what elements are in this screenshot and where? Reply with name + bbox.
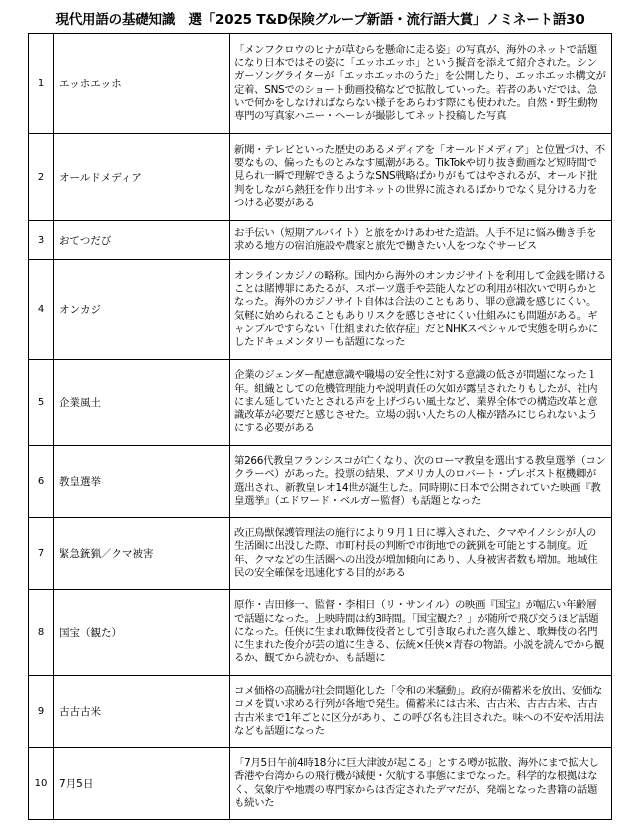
description: 改正鳥獣保護管理法の施行により９月１日に導入された、クマやイノシシが人の生活圏に出没した際、市町村長の判断で市街地での銃猟を可能とする制度。近年、クマなどの生活圏への出没が増加傾向にあり、人身被害者数も増加。地域住民の安全確保を迅速化する目的がある [230, 518, 612, 590]
table-row [29, 518, 612, 590]
table-row [29, 221, 612, 260]
term: 古古古米 [54, 676, 230, 748]
term: エッホエッホ [54, 34, 230, 134]
row-number: 5 [29, 360, 54, 446]
row-number: 3 [29, 221, 54, 260]
term: 7月5日 [54, 748, 230, 820]
term: おてつだび [54, 221, 230, 260]
description: 「7月5日午前4時18分に巨大津波が起こる」とする噂が拡散、海外にまで拡大し香港や台湾からの飛行機が減便・欠航する事態にまでなった。科学的な根拠はなく、気象庁や地震の専門家からは否定されたデマだが、発端となった書籍の話題も続いた [230, 748, 612, 820]
nominee-table [28, 33, 612, 820]
description: 第266代教皇フランシスコが亡くなり、次のローマ教皇を選出する教皇選挙（コンクラーベ）があった。投票の結果、アメリカ人のロバート・プレボスト枢機卿が選出され、新教皇レオ14世が誕生した。同時期に日本で公開されていた映画『教皇選挙』（エドワード・ベルガー監督）も話題となった [230, 446, 612, 518]
term: 企業風土 [54, 360, 230, 446]
table-row [29, 360, 612, 446]
term: オンカジ [54, 260, 230, 360]
table-row [29, 676, 612, 748]
table-row [29, 34, 612, 134]
term: 教皇選挙 [54, 446, 230, 518]
description: 新聞・テレビといった歴史のあるメディアを「オールドメディア」と位置づけ、不要なもの、偏ったものとみなす風潮がある。TikTokや切り抜き動画など短時間で見られ一瞬で理解できるようなSNS戦略ばかりがもてはやされるが、オールド批判をしながら熱狂を作り出すネットの世界に流されるばかりでなく見分ける力をつける必要がある [230, 134, 612, 221]
description: オンラインカジノの略称。国内から海外のオンカジサイトを利用して金銭を賭けることは賭博罪にあたるが、スポーツ選手や芸能人などの利用が相次いで明らかとなった。海外のカジノサイト自体は合法のこともあり、罪の意識を感じにくい。気軽に始められることもありリスクを感じさせにくい仕組みにも問題がある。ギャンブルですらない「仕組まれた依存症」だとNHKスペシャルで実態を明らかにしたドキュメンタリーも話題になった [230, 260, 612, 360]
row-number: 10 [29, 748, 54, 820]
row-number: 7 [29, 518, 54, 590]
description: 原作・吉田修一、監督・李相日（リ・サンイル）の映画『国宝』が幅広い年齢層で話題になった。上映時間は約3時間。「国宝観た？」が随所で飛び交うほど話題になった。任侠に生まれ歌舞伎役者として引き取られた喜久雄と、歌舞伎の名門に生まれた俊介が芸の道に生きる、伝統×任侠×青春の物語。小説を読んでから観るか、観てから読むか、も話題に [230, 590, 612, 676]
description: お手伝い（短期アルバイト）と旅をかけあわせた造語。人手不足に悩み働き手を求める地方の宿泊施設や農家と旅先で働きたい人をつなぐサービス [230, 221, 612, 260]
term: オールドメディア [54, 134, 230, 221]
row-number: 2 [29, 134, 54, 221]
page-title: 現代用語の基礎知識 選「2025 T&D保険グループ新語・流行語大賞」ノミネート語30 [55, 12, 585, 28]
table-row [29, 748, 612, 820]
row-number: 1 [29, 34, 54, 134]
row-number: 6 [29, 446, 54, 518]
term: 国宝（観た） [54, 590, 230, 676]
term: 緊急銃猟／クマ被害 [54, 518, 230, 590]
table-row [29, 260, 612, 360]
row-number: 8 [29, 590, 54, 676]
table-row [29, 446, 612, 518]
table-row [29, 590, 612, 676]
description: 「メンフクロウのヒナが草むらを懸命に走る姿」の写真が、海外のネットで話題になり日本ではその姿に「エッホエッホ」という擬音を添えて紹介された。シンガーソングライターが「エッホエッホのうた」を公開したり、エッホエッホ構文が定着、SNSでのショート動画投稿などで拡散していった。若者のあいだでは、急いで何かをしなければならない様子をあらわす際にも使われた。自然・野生動物専門の写真家ハニー・ヘーレが撮影してネット投稿した写真 [230, 34, 612, 134]
table-row [29, 134, 612, 221]
row-number: 9 [29, 676, 54, 748]
row-number: 4 [29, 260, 54, 360]
description: 企業のジェンダー配慮意識や職場の安全性に対する意識の低さが問題になった１年。組織としての危機管理能力や説明責任の欠如が露呈されたりもしたが、社内にまん延していたとされる声を上げづらい風土など、業界全体での構造改革と意識改革が必要だと感じさせた。立場の弱い人たちの人権が踏みにじられないようにする必要がある [230, 360, 612, 446]
description: コメ価格の高騰が社会問題化した「令和の米騒動」。政府が備蓄米を放出、安価なコメを買い求める行列が各地で発生。備蓄米には古米、古古米、古古古米、古古古古米まで1年ごとに区分があり、この呼び名も注目された。味への不安や活用法なども話題になった [230, 676, 612, 748]
